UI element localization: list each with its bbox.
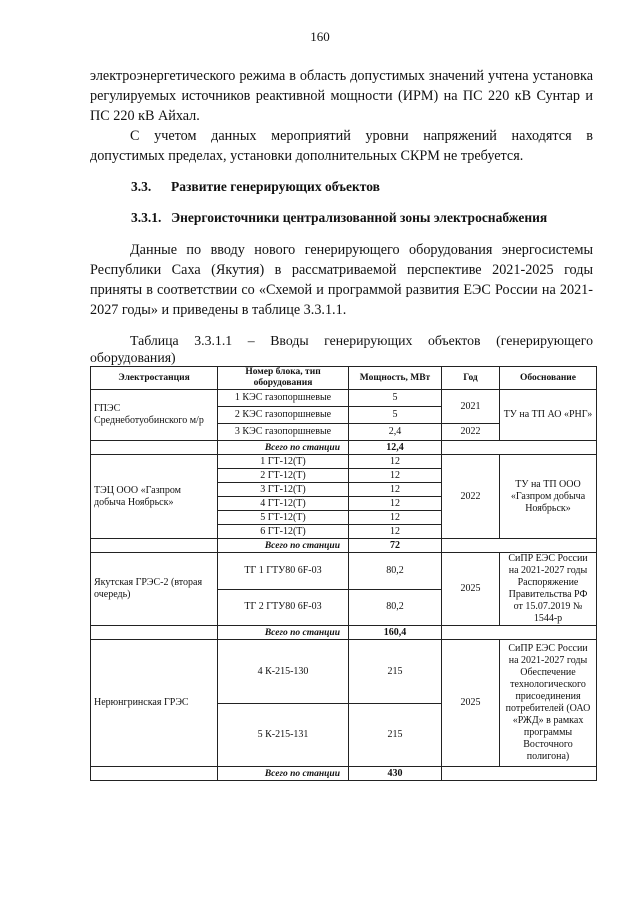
caption-line-2: оборудования) xyxy=(90,350,176,365)
total-value: 72 xyxy=(349,539,442,553)
year-cell: 2022 xyxy=(442,424,500,441)
intro-paragraph: электроэнергетического режима в область допустимых значений учтена установка регулируемых источников реактивной мощности (ИРМ) на ПС 220 кВ Сунтар и ПС 220 кВ Айхал. xyxy=(90,68,593,124)
basis-cell: СиПР ЕЭС России на 2021-2027 годы Обеспечение технологического присоединения потребителей (ОАО «РЖД» в рамках программы Восточного полигона) xyxy=(500,640,597,767)
unit-cell: 3 ГТ-12(Т) xyxy=(218,483,349,497)
capacity-cell: 5 xyxy=(349,390,442,407)
year-cell: 2025 xyxy=(442,640,500,767)
generation-table xyxy=(90,366,597,781)
caption-line-1: Таблица 3.3.1.1 – Вводы генерирующих объектов (генерирующего xyxy=(130,333,593,348)
unit-cell: 4 ГТ-12(Т) xyxy=(218,497,349,511)
section-number: 3.3. xyxy=(131,179,152,194)
capacity-cell: 12 xyxy=(349,525,442,539)
total-value: 12,4 xyxy=(349,441,442,455)
capacity-cell: 80,2 xyxy=(349,553,442,590)
station-cell: Нерюнгринская ГРЭС xyxy=(91,640,218,767)
capacity-cell: 80,2 xyxy=(349,589,442,626)
unit-cell: ТГ 1 ГТУ80 6F-03 xyxy=(218,553,349,590)
capacity-cell: 12 xyxy=(349,511,442,525)
year-cell: 2021 xyxy=(442,390,500,424)
capacity-cell: 215 xyxy=(349,640,442,704)
table-row xyxy=(91,390,597,407)
section-heading-3-3 xyxy=(131,179,380,195)
basis-cell: ТУ на ТП ООО «Газпром добыча Ноябрьск» xyxy=(500,455,597,539)
station-cell: ТЭЦ ООО «Газпром добыча Ноябрьск» xyxy=(91,455,218,539)
year-cell: 2025 xyxy=(442,553,500,626)
table-row xyxy=(91,640,597,704)
unit-cell: 6 ГТ-12(Т) xyxy=(218,525,349,539)
total-row xyxy=(91,626,597,640)
basis-cell: ТУ на ТП АО «РНГ» xyxy=(500,390,597,441)
page-number: 160 xyxy=(310,29,330,44)
table-row xyxy=(91,455,597,469)
header-year: Год xyxy=(442,367,500,390)
subsection-number: 3.3.1. xyxy=(131,210,162,225)
total-row xyxy=(91,441,597,455)
unit-cell: 3 КЭС газопоршневые xyxy=(218,424,349,441)
capacity-cell: 5 xyxy=(349,407,442,424)
total-label: Всего по станции xyxy=(218,767,349,781)
unit-cell: 5 ГТ-12(Т) xyxy=(218,511,349,525)
header-station: Электростанция xyxy=(91,367,218,390)
total-label: Всего по станции xyxy=(218,539,349,553)
capacity-cell: 12 xyxy=(349,469,442,483)
unit-cell: ТГ 2 ГТУ80 6F-03 xyxy=(218,589,349,626)
table-row xyxy=(91,553,597,590)
total-label: Всего по станции xyxy=(218,626,349,640)
total-row xyxy=(91,767,597,781)
year-cell: 2022 xyxy=(442,455,500,539)
capacity-cell: 12 xyxy=(349,455,442,469)
station-cell: Якутская ГРЭС-2 (вторая очередь) xyxy=(91,553,218,626)
unit-cell: 2 ГТ-12(Т) xyxy=(218,469,349,483)
total-value: 160,4 xyxy=(349,626,442,640)
unit-cell: 2 КЭС газопоршневые xyxy=(218,407,349,424)
capacity-cell: 215 xyxy=(349,704,442,767)
capacity-cell: 12 xyxy=(349,483,442,497)
table-intro-paragraph: Данные по вводу нового генерирующего оборудования энергосистемы Республики Саха (Якутия) в рассматриваемой перспективе 2021-2025 годы приняты в соответствии со «Схемой и программой развития ЕЭС России на 2021-2027 годы» и приведены в таблице 3.3.1.1. xyxy=(90,242,593,318)
basis-cell: СиПР ЕЭС России на 2021-2027 годы Распоряжение Правительства РФ от 15.07.2019 № 1544-р xyxy=(500,553,597,626)
table-header-row xyxy=(91,367,597,390)
section-heading-3-3-1 xyxy=(131,210,547,226)
unit-cell: 5 К-215-131 xyxy=(218,704,349,767)
conclusion-paragraph: С учетом данных мероприятий уровни напряжений находятся в допустимых пределах, установки дополнительных СКРМ не требуется. xyxy=(90,128,593,164)
header-unit: Номер блока, тип оборудования xyxy=(218,367,349,390)
subsection-title: Энергоисточники централизованной зоны электроснабжения xyxy=(171,210,548,225)
header-basis: Обоснование xyxy=(500,367,597,390)
unit-cell: 1 ГТ-12(Т) xyxy=(218,455,349,469)
total-row xyxy=(91,539,597,553)
station-cell: ГПЭС Среднеботуобинского м/р xyxy=(91,390,218,441)
total-value: 430 xyxy=(349,767,442,781)
unit-cell: 4 К-215-130 xyxy=(218,640,349,704)
header-capacity: Мощность, МВт xyxy=(349,367,442,390)
table-caption xyxy=(90,332,593,366)
total-label: Всего по станции xyxy=(218,441,349,455)
section-title: Развитие генерирующих объектов xyxy=(171,179,380,194)
capacity-cell: 2,4 xyxy=(349,424,442,441)
capacity-cell: 12 xyxy=(349,497,442,511)
unit-cell: 1 КЭС газопоршневые xyxy=(218,390,349,407)
